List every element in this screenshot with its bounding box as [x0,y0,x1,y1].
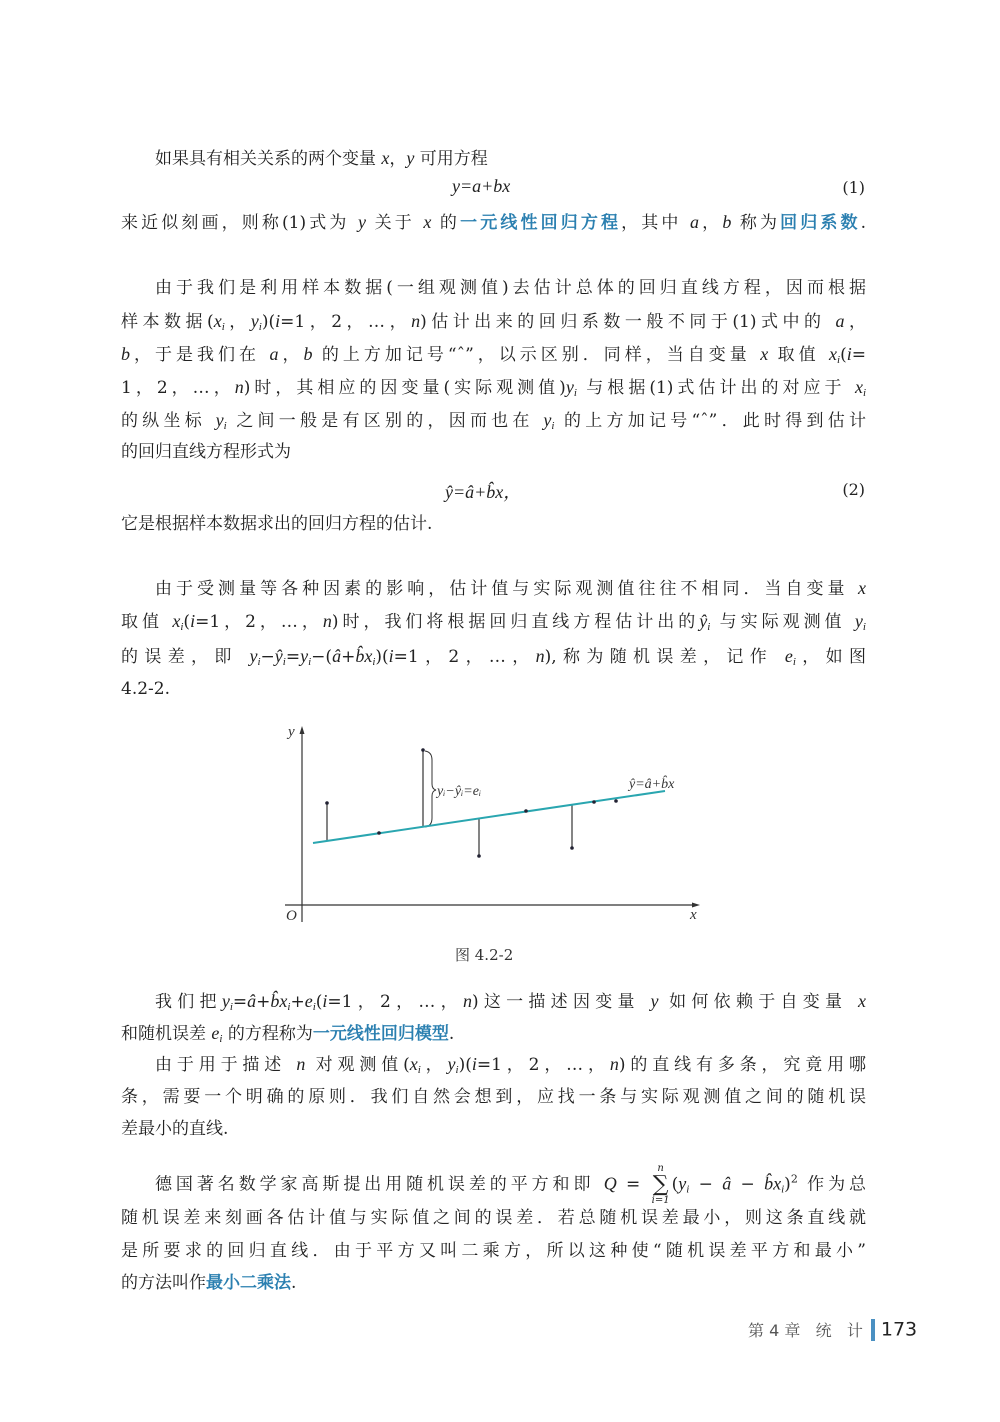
math-symbol: i [846,344,852,364]
text-segment: . [860,213,867,233]
text-segment: = [285,647,301,667]
data-point [524,809,528,813]
text-line [121,1271,866,1295]
math-symbol: n [296,1054,306,1074]
equation-2-text: ŷ=â+b̂x， [445,482,522,502]
text-segment: 1，2，…， [121,378,235,398]
key-term: 一元线性回归方程 [460,213,622,233]
key-term: 一元线性回归模型 [312,1024,449,1044]
math-index: i [312,1001,316,1013]
math-symbol: n [535,646,545,666]
text-segment: ( [183,612,191,632]
text-segment: 我们把 [155,992,222,1012]
math-symbol: b̂x [764,1173,782,1194]
text-segment: 4.2-2. [121,679,170,699]
text-segment: 由于我们是利用样本数据(一组观测值)去估计总体的回归直线方程，因而根据 [155,278,866,298]
math-symbol: e [211,1023,220,1043]
text-line [121,1206,866,1230]
text-segment: 条，需要一个明确的原则．我们自然会想到，应找一条与实际观测值之间的随机误 [121,1087,866,1107]
text-segment: = [616,1174,650,1195]
math-symbol: x [423,212,432,232]
text-segment: 德国著名数学家高斯提出用随机误差的平方和即 [155,1174,604,1195]
math-symbol: b [121,344,130,364]
math-symbol: y [447,1054,456,1074]
math-index: i [837,354,841,366]
text-segment: ， [278,345,304,365]
text-segment: . [291,1273,297,1293]
text-segment: )的直线有多条，究竟用哪 [618,1055,866,1075]
text-segment: 关于 [366,213,424,233]
math-symbol: e [784,646,793,666]
origin-label: O [286,908,297,924]
text-segment: 是所要求的回归直线．由于平方又叫二乘方，所以这种使“随机误差平方和最小” [121,1241,866,1261]
math-index: i [686,1183,690,1196]
math-index: i [257,656,261,668]
text-line [155,1052,866,1082]
text-segment: 的上方加记号“ˆ”．此时得到估计 [554,411,867,431]
text-segment: 差最小的直线. [121,1119,229,1139]
text-segment: )( [375,647,389,667]
math-symbol: y [250,311,259,331]
math-symbol: a [835,311,845,331]
math-index: i [223,420,227,432]
math-index: i [781,1183,785,1196]
math-symbol: x [213,311,222,331]
math-index: i [258,321,262,333]
math-symbol: ŷ [699,611,708,631]
data-point [614,799,618,803]
data-point [477,854,481,858]
sum-symbol: ∑ [652,1172,669,1197]
text-segment: 之间一般是有区别的，因而也在 [226,411,544,431]
math-symbol: a [269,344,279,364]
text-segment: 的方程称为 [222,1024,313,1044]
math-symbol: x [172,611,181,631]
text-segment: 如何依赖于自变量 [658,992,858,1012]
math-index: i [221,321,225,333]
text-segment: 的误差，即 [121,647,250,667]
text-segment: 取值 [768,345,830,365]
math-symbol: y [543,410,552,430]
math-symbol: n [322,611,332,631]
text-segment: 的纵坐标 [121,411,216,431]
text-segment: 它是根据样本数据求出的回归方程的估计. [121,514,433,534]
text-segment: )( [458,1055,472,1075]
text-segment: ，如图 [795,647,866,667]
math-index: i [219,1033,223,1045]
text-segment: =1，2，…， [476,1055,610,1075]
text-segment: −( [311,647,333,667]
sum-lower-limit: i=1 [651,1195,670,1206]
math-symbol: x [381,148,390,168]
text-segment: ， [224,312,251,332]
math-symbol: â [247,991,257,1011]
text-line [121,1239,866,1263]
math-symbol: y [406,148,415,168]
math-index: 2 [790,1172,798,1186]
page-number: 173 [880,1318,918,1341]
text-segment: + [341,647,356,667]
math-symbol: b [303,344,313,364]
math-symbol: y [678,1173,687,1194]
text-segment: ， [420,1055,448,1075]
text-segment: =1，2，…， [195,612,323,632]
equation-1-number: (1) [842,178,865,197]
text-segment: + [290,992,305,1012]
math-index: i [282,656,286,668]
text-line [155,1164,866,1206]
math-symbol: â [722,1173,732,1194]
text-segment: − [260,647,275,667]
math-symbol: n [411,311,421,331]
math-symbol: i [275,311,281,331]
footer-bar [871,1319,875,1341]
text-segment: ， [389,149,407,169]
text-segment: ，其中 [621,213,691,233]
math-symbol: x [829,344,838,364]
text-segment: 取值 [121,612,173,632]
math-symbol: b̂x [270,991,288,1011]
text-line [121,1021,866,1051]
text-segment: =1，2，…， [393,647,536,667]
math-symbol: x [760,344,769,364]
text-line [121,1085,866,1109]
text-segment: )( [261,312,276,332]
math-symbol: n [462,991,472,1011]
math-symbol: e [304,991,313,1011]
data-point [421,748,425,752]
math-symbol: y [854,611,863,631]
data-point [377,831,381,835]
math-index: i [573,387,577,399]
text-segment: 如果具有相关关系的两个变量 [155,149,382,169]
math-index: i [707,621,711,633]
text-segment: 由于用于描述 [155,1055,297,1075]
math-symbol: y [249,646,258,666]
text-segment: ，于是我们在 [130,345,270,365]
key-term: 最小二乘法 [206,1273,291,1293]
text-segment: 的 [431,213,461,233]
text-segment: − [731,1174,765,1195]
math-symbol: â [332,646,342,666]
text-segment: 由于受测量等各种因素的影响，估计值与实际观测值往往不相同．当自变量 [155,579,858,599]
math-symbol: i [190,611,196,631]
text-segment: 和随机误差 [121,1024,212,1044]
regression-line-label: ŷ=â+b̂x [629,777,675,792]
equation-1-text: y=a+bx [452,176,511,196]
data-points [325,748,618,858]
text-segment: − [689,1174,723,1195]
math-symbol: y [565,377,574,397]
math-symbol: n [234,377,244,397]
math-index: i [551,420,555,432]
text-segment: =1，2，…， [280,312,412,332]
text-segment: ( [315,992,323,1012]
math-symbol: x [409,1054,418,1074]
text-segment: ),称为随机误差，记作 [544,647,785,667]
text-segment: 作为总 [797,1174,866,1195]
text-segment: = [232,992,248,1012]
text-segment: 与根据(1)式估计出的对应于 [576,378,855,398]
text-segment: 的上方加记号“ˆ”，以示区别．同样，当自变量 [312,345,761,365]
text-segment: 随机误差来刻画各估计值与实际值之间的误差．若总随机误差最小，则这条直线就 [121,1208,866,1228]
math-symbol: x [858,991,866,1011]
text-segment: 可用方程 [414,149,488,169]
brace [425,751,436,827]
math-index: i [455,1064,459,1076]
math-symbol: y [300,646,309,666]
text-segment: 样本数据( [121,312,214,332]
sum-upper-limit: n [657,1163,664,1174]
math-symbol: y [215,410,224,430]
text-segment: ， [844,312,866,332]
figure-caption: 图 4.2-2 [455,946,514,964]
math-index: i [372,656,376,668]
math-index: i [308,656,312,668]
summation [652,1164,670,1206]
math-symbol: i [322,991,328,1011]
y-axis-arrow [300,726,305,734]
math-index: i [862,621,866,633]
text-segment: 的方法叫作 [121,1273,206,1293]
math-symbol: b̂x [355,646,373,666]
text-segment: ， [699,213,723,233]
text-segment: 来近似刻画，则称(1)式为 [121,213,359,233]
page-footer [748,1318,917,1341]
math-symbol: y [221,991,230,1011]
math-index: i [417,1064,421,1076]
text-segment: ) [784,1174,791,1195]
math-symbol: i [471,1054,477,1074]
text-segment: ( [671,1174,679,1195]
text-segment: )时，其相应的因变量(实际观测值) [243,378,566,398]
math-index: i [287,1001,291,1013]
text-segment: + [256,992,271,1012]
text-segment: . [448,1024,455,1044]
key-term: 回归系数 [780,213,861,233]
equation-2-number: (2) [842,480,865,499]
text-segment: )这一描述因变量 [471,992,651,1012]
math-index: i [180,621,184,633]
x-axis-label: x [690,907,697,923]
text-segment: = [851,345,867,365]
math-symbol: a [690,212,700,232]
math-index: i [862,387,866,399]
math-index: i [229,1001,233,1013]
math-symbol: i [388,646,394,666]
regression-line [313,791,665,843]
chapter-title: 第 4 章 统 计 [748,1321,863,1340]
text-line [121,1117,866,1141]
math-symbol: y [358,212,367,232]
math-symbol: Q [603,1173,617,1194]
data-point [570,846,574,850]
data-point [325,801,329,805]
text-segment: )估计出来的回归系数一般不同于(1)式中的 [420,312,836,332]
math-symbol: x [858,578,866,598]
math-symbol: n [609,1054,619,1074]
text-segment: ( [840,345,847,365]
text-segment: =1，2，…， [327,992,463,1012]
text-segment: )时，我们将根据回归直线方程估计出的 [331,612,700,632]
text-segment: 与实际观测值 [710,612,855,632]
math-symbol: y [650,991,659,1011]
math-symbol: x [854,377,863,397]
text-segment: 称为 [731,213,781,233]
math-index: i [792,656,796,668]
math-symbol: ŷ [274,646,283,666]
residual-label: yᵢ−ŷᵢ=eᵢ [437,784,482,799]
data-point [592,800,596,804]
text-segment: 对观测值( [305,1055,410,1075]
text-segment: 的回归直线方程形式为 [121,442,291,462]
y-axis-label: y [288,724,295,740]
math-symbol: b [722,212,732,232]
